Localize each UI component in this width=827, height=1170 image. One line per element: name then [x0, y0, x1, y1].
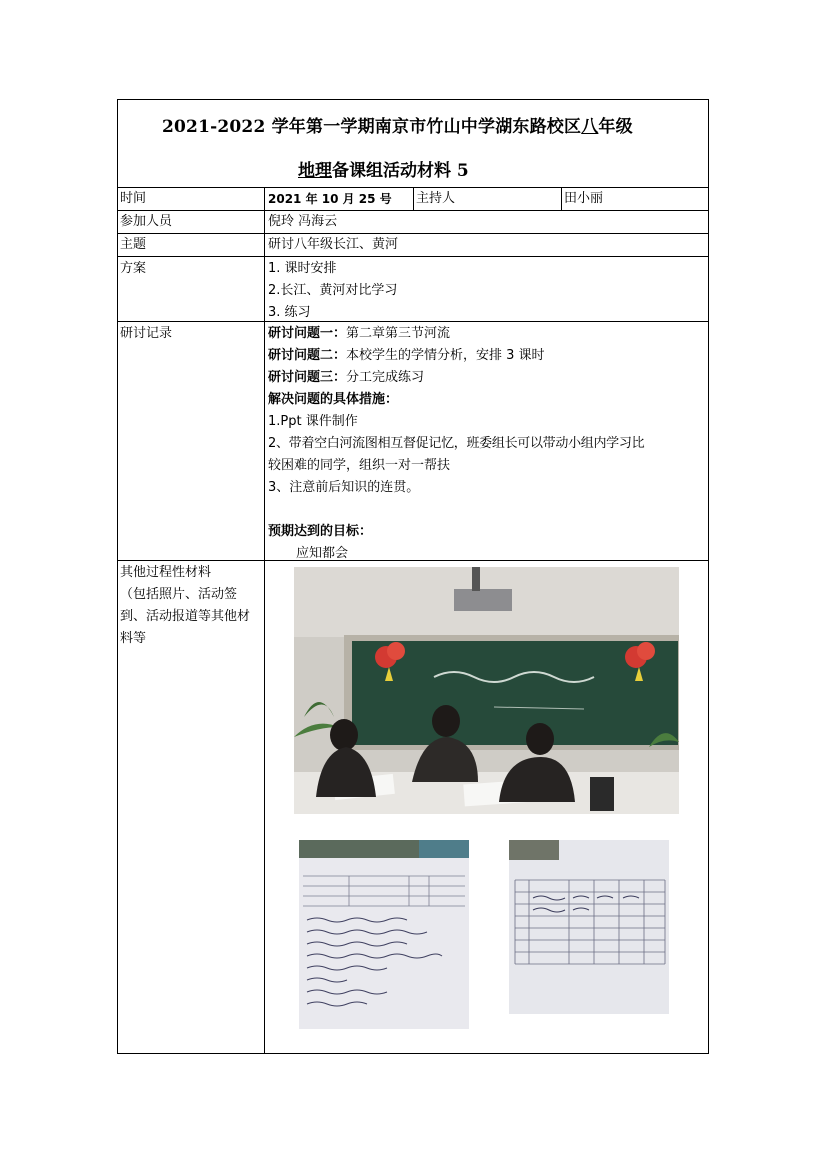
- plan-list: [266, 257, 708, 325]
- meeting-photo: [294, 567, 679, 814]
- participants-value: 倪玲 冯海云: [268, 214, 338, 229]
- other-label-line: 其他过程性材料: [120, 565, 212, 580]
- document-title: [162, 112, 633, 137]
- attendance-sheet-photo: [509, 840, 669, 1014]
- title-grade: 八: [581, 117, 599, 137]
- other-label-line: 料等: [120, 631, 147, 646]
- host-value: 田小丽: [561, 188, 708, 210]
- question-1-text: 第二章第三节河流: [346, 326, 451, 341]
- question-2-label: 研讨问题二：: [268, 348, 347, 363]
- plan-label: 方案: [118, 257, 265, 321]
- record-label: 研讨记录: [118, 322, 265, 560]
- goal-heading: 预期达到的目标：: [268, 524, 373, 539]
- record-content: [266, 322, 708, 566]
- question-1-label: 研讨问题一：: [268, 326, 347, 341]
- measure-2-line-2: 较困难的同学，组织一对一帮扶: [268, 458, 451, 473]
- measure-1: 1.Ppt 课件制作: [268, 414, 358, 429]
- other-materials-row: [118, 561, 708, 1053]
- title-suffix: 年级: [598, 117, 633, 137]
- measure-2-line-1: 2、带着空白河流图相互督促记忆，班委组长可以带动小组内学习比: [268, 436, 645, 451]
- title-cell: [118, 100, 708, 188]
- plan-item: 2.长江、黄河对比学习: [268, 283, 398, 298]
- plan-row: [118, 257, 708, 322]
- time-label: 时间: [118, 188, 265, 210]
- subtitle-rest: 备课组活动材料 5: [332, 161, 469, 181]
- plan-item: 1. 课时安排: [268, 261, 337, 276]
- measures-heading: 解决问题的具体措施：: [268, 392, 399, 407]
- activity-record-sheet-photo: [299, 840, 469, 1029]
- participants-label: 参加人员: [118, 211, 265, 233]
- question-3-label: 研讨问题三：: [268, 370, 347, 385]
- host-label: 主持人: [413, 188, 561, 210]
- other-label-line: （包括照片、活动签: [120, 587, 238, 602]
- record-row: [118, 322, 708, 561]
- subtitle-subject: 地理: [298, 161, 332, 181]
- plan-item: 3. 练习: [268, 305, 311, 320]
- topic-row: [118, 234, 708, 257]
- topic-value: 研讨八年级长江、黄河: [268, 237, 399, 252]
- measure-3: 3、注意前后知识的连贯。: [268, 480, 420, 495]
- question-2-text: 本校学生的学情分析，安排 3 课时: [346, 348, 545, 363]
- goal-text: 应知都会: [296, 546, 349, 561]
- topic-label: 主题: [118, 234, 265, 256]
- document-table: [117, 99, 709, 1054]
- time-row: [118, 188, 708, 211]
- title-prefix: 2021-2022 学年第一学期南京市竹山中学湖东路校区: [162, 117, 582, 137]
- time-value: 2021 年 10 月 25 号: [268, 192, 392, 206]
- document-subtitle: [298, 156, 469, 181]
- other-materials-label: [118, 561, 265, 1053]
- participants-row: [118, 211, 708, 234]
- other-label-line: 到、活动报道等其他材: [120, 609, 251, 624]
- question-3-text: 分工完成练习: [346, 370, 425, 385]
